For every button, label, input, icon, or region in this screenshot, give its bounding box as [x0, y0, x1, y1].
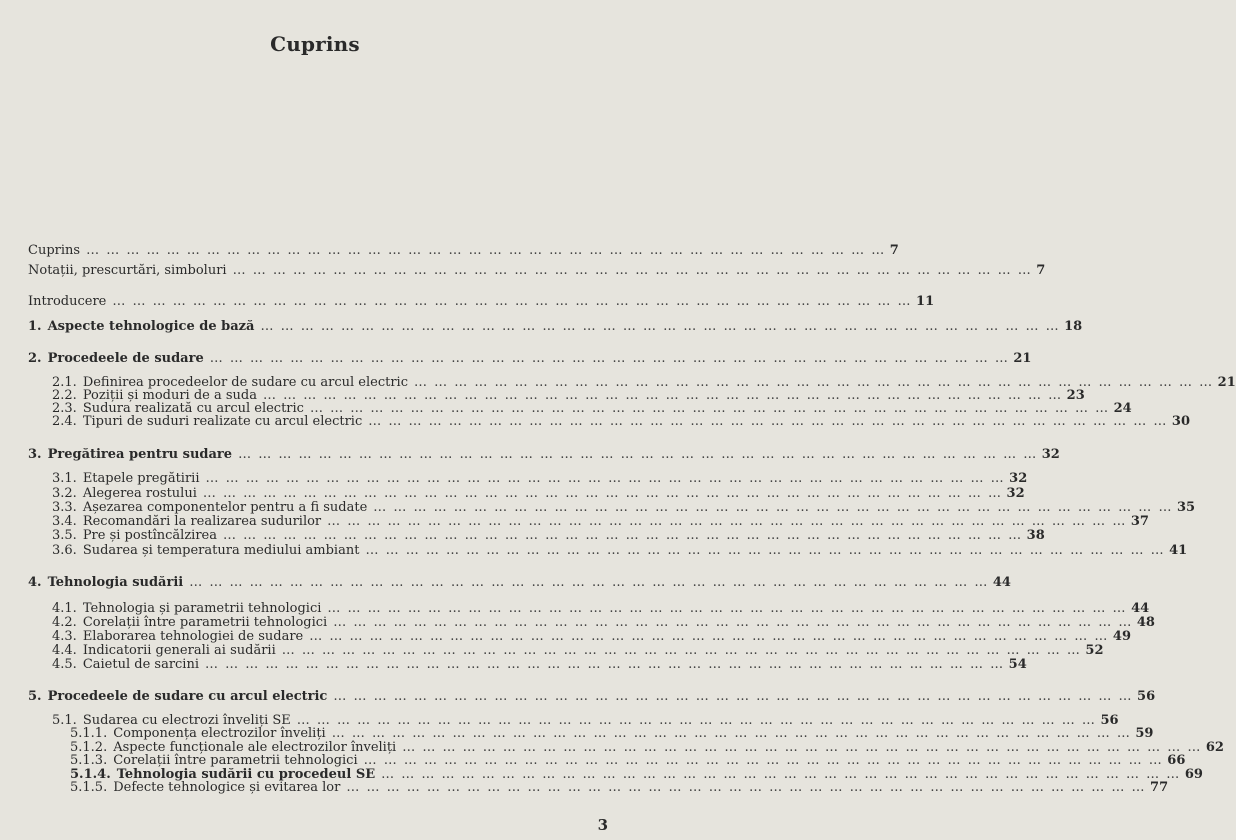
- toc-entry: [28, 294, 935, 309]
- toc-entry-page: 7: [889, 243, 899, 258]
- toc-entry-number: 2.1.: [52, 375, 77, 390]
- toc-entry-label: [52, 657, 199, 672]
- toc-entry-title: Sudarea și temperatura mediului ambiant: [82, 543, 360, 558]
- toc-entry-number: 3.: [28, 447, 42, 462]
- toc-entry-page: 21: [1013, 351, 1032, 366]
- toc-entry-title: Corelații între parametrii tehnologici: [113, 753, 358, 768]
- toc-entry-title: Procedeele de sudare: [47, 351, 204, 366]
- toc-leader-dots: … … … … … … … … … … … … … … … … … … … … … … … … … … … … … … … … … … … … … … … …: [223, 528, 1023, 543]
- toc-entry-page: 7: [1036, 263, 1046, 278]
- toc-entry: [52, 657, 1027, 672]
- toc-entry-number: 4.2.: [52, 615, 77, 630]
- toc-entry-title: Procedeele de sudare cu arcul electric: [47, 689, 328, 704]
- toc-entry-page: 66: [1167, 753, 1186, 768]
- toc-entry-number: 3.6.: [52, 543, 77, 558]
- toc-entry: [52, 601, 1150, 616]
- toc-entry-label: [28, 294, 106, 309]
- toc-entry-label: [28, 319, 254, 334]
- toc-entry-title: Poziții și moduri de a suda: [82, 388, 257, 403]
- toc-entry-page: 41: [1169, 543, 1188, 558]
- toc-entry-page: 59: [1135, 726, 1154, 741]
- toc-entry-number: 5.1.1.: [70, 726, 108, 741]
- toc-entry: [70, 726, 1154, 741]
- toc-entry-page: 49: [1112, 629, 1131, 644]
- toc-leader-dots: … … … … … … … … … … … … … … … … … … … … … … … … … … … … … … … … … … … … … … … …: [112, 294, 913, 309]
- toc-leader-dots: … … … … … … … … … … … … … … … … … … … … … … … … … … … … … … … … … … … … … … … …: [327, 514, 1127, 529]
- toc-entry: [28, 351, 1032, 366]
- toc-leader-dots: … … … … … … … … … … … … … … … … … … … … … … … … … … … … … … … … … … … … … … … …: [209, 351, 1010, 366]
- toc-entry-label: [52, 615, 327, 630]
- toc-leader-dots: … … … … … … … … … … … … … … … … … … … … … … … … … … … … … … … … … … … … … … … …: [402, 740, 1202, 755]
- toc-entry-number: 2.2.: [52, 388, 77, 403]
- toc-entry-page: 24: [1113, 401, 1132, 416]
- toc-entry-label: [28, 689, 327, 704]
- toc-entry-number: 5.: [28, 689, 42, 704]
- toc-entry: [52, 414, 1191, 429]
- toc-entry-label: [52, 414, 362, 429]
- toc-entry: [52, 471, 1028, 486]
- toc-entry-page: 18: [1064, 319, 1083, 334]
- toc-entry: [52, 643, 1104, 658]
- toc-entry-page: 32: [1006, 486, 1025, 501]
- toc-leader-dots: … … … … … … … … … … … … … … … … … … … … … … … … … … … … … … … … … … … … … … … …: [205, 657, 1005, 672]
- toc-entry-title: Corelații între parametrii tehnologici: [82, 615, 328, 630]
- toc-entry-page: 54: [1008, 657, 1027, 672]
- toc-entry-title: Sudura realizată cu arcul electric: [82, 401, 304, 416]
- toc-entry-label: [28, 447, 232, 462]
- toc-entry-title: Introducere: [28, 294, 107, 309]
- toc-entry: [52, 629, 1131, 644]
- page-number: 3: [597, 816, 608, 834]
- toc-entry: [52, 528, 1045, 543]
- toc-entry: [28, 243, 899, 258]
- toc-entry: [52, 500, 1196, 515]
- toc-entry-page: 44: [1131, 601, 1150, 616]
- toc-entry-page: 37: [1130, 514, 1149, 529]
- toc-entry-number: 4.5.: [52, 657, 77, 672]
- toc-entry-number: 3.1.: [52, 471, 77, 486]
- toc-entry-title: Pre și postîncălzirea: [82, 528, 217, 543]
- toc-entry-label: [52, 643, 276, 658]
- toc-leader-dots: … … … … … … … … … … … … … … … … … … … … … … … … … … … … … … … … … … … … … … … …: [189, 575, 989, 590]
- toc-entry-number: 2.: [28, 351, 42, 366]
- toc-entry-label: [28, 351, 204, 366]
- toc-leader-dots: … … … … … … … … … … … … … … … … … … … … … … … … … … … … … … … … … … … … … … … …: [238, 447, 1038, 462]
- toc-entry-page: 38: [1026, 528, 1045, 543]
- toc-entry-number: 3.3.: [52, 500, 77, 515]
- toc-entry-label: [52, 500, 367, 515]
- toc-entry-title: Indicatorii generali ai sudării: [82, 643, 276, 658]
- toc-entry-page: 77: [1150, 780, 1169, 795]
- toc-entry-number: 4.3.: [52, 629, 77, 644]
- toc-entry-title: Tipuri de suduri realizate cu arcul electric: [82, 414, 363, 429]
- toc-entry-label: [28, 575, 183, 590]
- toc-entry-label: [28, 243, 80, 258]
- toc-entry-number: 5.1.: [52, 713, 77, 728]
- toc-entry: [28, 689, 1156, 704]
- toc-entry-number: 4.: [28, 575, 42, 590]
- toc-entry: [28, 319, 1083, 334]
- toc-entry-page: 62: [1205, 740, 1224, 755]
- toc-entry-label: [52, 486, 197, 501]
- toc-entry: [70, 780, 1169, 795]
- toc-entry-label: [52, 528, 217, 543]
- toc-entry-label: [52, 471, 200, 486]
- toc-entry-page: 11: [916, 294, 935, 309]
- toc-entry-number: 2.3.: [52, 401, 77, 416]
- toc-entry-page: 32: [1041, 447, 1060, 462]
- toc-entry: [52, 514, 1149, 529]
- page-title: Cuprins: [270, 32, 360, 56]
- toc-entry: [28, 263, 1046, 278]
- toc-entry-page: 56: [1137, 689, 1156, 704]
- toc-entry-number: 5.1.3.: [70, 753, 108, 768]
- toc-leader-dots: … … … … … … … … … … … … … … … … … … … … … … … … … … … … … … … … … … … … … … … …: [263, 388, 1063, 403]
- toc-leader-dots: … … … … … … … … … … … … … … … … … … … … … … … … … … … … … … … … … … … … … … … …: [381, 767, 1181, 782]
- toc-entry-title: Etapele pregătirii: [82, 471, 200, 486]
- toc-entry-page: 69: [1184, 767, 1203, 782]
- toc-leader-dots: … … … … … … … … … … … … … … … … … … … … … … … … … … … … … … … … … … … … … … … …: [363, 753, 1164, 768]
- toc-leader-dots: … … … … … … … … … … … … … … … … … … … … … … … … … … … … … … … … … … … … … … … …: [346, 780, 1147, 795]
- toc-entry-number: 3.4.: [52, 514, 77, 529]
- toc-entry-page: 44: [992, 575, 1011, 590]
- toc-entry: [28, 575, 1011, 590]
- toc-leader-dots: … … … … … … … … … … … … … … … … … … … … … … … … … … … … … … … … … … … … … … … …: [368, 414, 1168, 429]
- toc-entry-title: Elaborarea tehnologiei de sudare: [82, 629, 304, 644]
- toc-entry-title: Cuprins: [28, 243, 81, 258]
- toc-entry-label: [70, 726, 326, 741]
- toc-entry-title: Definirea procedeelor de sudare cu arcul electric: [82, 375, 408, 390]
- toc-entry-number: 4.1.: [52, 601, 77, 616]
- toc-entry-page: 56: [1100, 713, 1119, 728]
- toc-entry-number: 5.1.4.: [70, 767, 111, 782]
- toc-entry-page: 35: [1176, 500, 1196, 515]
- toc-entry-label: [28, 263, 227, 278]
- toc-leader-dots: … … … … … … … … … … … … … … … … … … … … … … … … … … … … … … … … … … … … … … … …: [333, 689, 1134, 704]
- toc-leader-dots: … … … … … … … … … … … … … … … … … … … … … … … … … … … … … … … … … … … … … … … …: [331, 726, 1132, 741]
- toc-entry-title: Tehnologia sudării cu procedeul SE: [116, 767, 376, 782]
- toc-leader-dots: … … … … … … … … … … … … … … … … … … … … … … … … … … … … … … … … … … … … … … … …: [333, 615, 1133, 630]
- toc-entry-title: Sudarea cu electrozi înveliți SE: [82, 713, 291, 728]
- toc-leader-dots: … … … … … … … … … … … … … … … … … … … … … … … … … … … … … … … … … … … … … … … …: [309, 401, 1110, 416]
- toc-leader-dots: … … … … … … … … … … … … … … … … … … … … … … … … … … … … … … … … … … … … … … … …: [202, 486, 1003, 501]
- toc-entry: [28, 447, 1060, 462]
- toc-entry-number: 1.: [28, 319, 42, 334]
- toc-entry-title: Componența electrozilor înveliți: [113, 726, 326, 741]
- toc-entry-label: [52, 601, 321, 616]
- toc-entry-page: 23: [1066, 388, 1085, 403]
- toc-entry-number: 4.4.: [52, 643, 77, 658]
- toc-leader-dots: … … … … … … … … … … … … … … … … … … … … … … … … … … … … … … … … … … … … … … … …: [365, 543, 1166, 558]
- toc-entry-title: Notații, prescurtări, simboluri: [28, 263, 227, 278]
- toc-entry: [70, 753, 1186, 768]
- toc-entry: [52, 543, 1188, 558]
- toc-leader-dots: … … … … … … … … … … … … … … … … … … … … … … … … … … … … … … … … … … … … … … … …: [281, 643, 1082, 658]
- toc-leader-dots: … … … … … … … … … … … … … … … … … … … … … … … … … … … … … … … … … … … … … … … …: [232, 263, 1033, 278]
- toc-entry-title: Tehnologia sudării: [47, 575, 184, 590]
- toc-entry-page: 48: [1136, 615, 1155, 630]
- toc-leader-dots: … … … … … … … … … … … … … … … … … … … … … … … … … … … … … … … … … … … … … … … …: [260, 319, 1061, 334]
- toc-leader-dots: … … … … … … … … … … … … … … … … … … … … … … … … … … … … … … … … … … … … … … … …: [86, 243, 886, 258]
- toc-entry-title: Tehnologia și parametrii tehnologici: [82, 601, 322, 616]
- toc-entry-label: [70, 780, 340, 795]
- toc-entry-title: Defecte tehnologice și evitarea lor: [113, 780, 341, 795]
- toc-entry-number: 3.2.: [52, 486, 77, 501]
- toc-entry-label: [70, 753, 358, 768]
- toc-entry: [52, 486, 1025, 501]
- toc-entry-number: 2.4.: [52, 414, 77, 429]
- toc-entry-number: 5.1.5.: [70, 780, 108, 795]
- toc-entry-page: 30: [1171, 414, 1191, 429]
- toc-entry-page: 52: [1085, 643, 1104, 658]
- toc-entry-title: Aspecte tehnologice de bază: [47, 319, 255, 334]
- toc-entry-title: Alegerea rostului: [82, 486, 197, 501]
- toc-entry-title: Caietul de sarcini: [82, 657, 199, 672]
- toc-leader-dots: … … … … … … … … … … … … … … … … … … … … … … … … … … … … … … … … … … … … … … … …: [414, 375, 1214, 390]
- toc-entry-label: [52, 543, 359, 558]
- toc-leader-dots: … … … … … … … … … … … … … … … … … … … … … … … … … … … … … … … … … … … … … … … …: [373, 500, 1173, 515]
- toc-entry-label: [52, 629, 303, 644]
- toc-entry-title: Așezarea componentelor pentru a fi sudate: [82, 500, 368, 515]
- toc-leader-dots: … … … … … … … … … … … … … … … … … … … … … … … … … … … … … … … … … … … … … … … …: [327, 601, 1128, 616]
- toc-entry-page: 32: [1009, 471, 1028, 486]
- toc-leader-dots: … … … … … … … … … … … … … … … … … … … … … … … … … … … … … … … … … … … … … … … …: [296, 713, 1097, 728]
- toc-leader-dots: … … … … … … … … … … … … … … … … … … … … … … … … … … … … … … … … … … … … … … … …: [205, 471, 1006, 486]
- toc-entry-title: Pregătirea pentru sudare: [47, 447, 233, 462]
- toc-entry-page: 21: [1217, 375, 1236, 390]
- toc-entry-title: Recomandări la realizarea sudurilor: [82, 514, 322, 529]
- toc-entry-label: [52, 514, 321, 529]
- toc-entry: [52, 615, 1155, 630]
- toc-entry-title: Aspecte funcționale ale electrozilor înveliți: [113, 740, 397, 755]
- toc-entry-number: 3.5.: [52, 528, 77, 543]
- toc-leader-dots: … … … … … … … … … … … … … … … … … … … … … … … … … … … … … … … … … … … … … … … …: [309, 629, 1109, 644]
- toc-entry-number: 5.1.2.: [70, 740, 108, 755]
